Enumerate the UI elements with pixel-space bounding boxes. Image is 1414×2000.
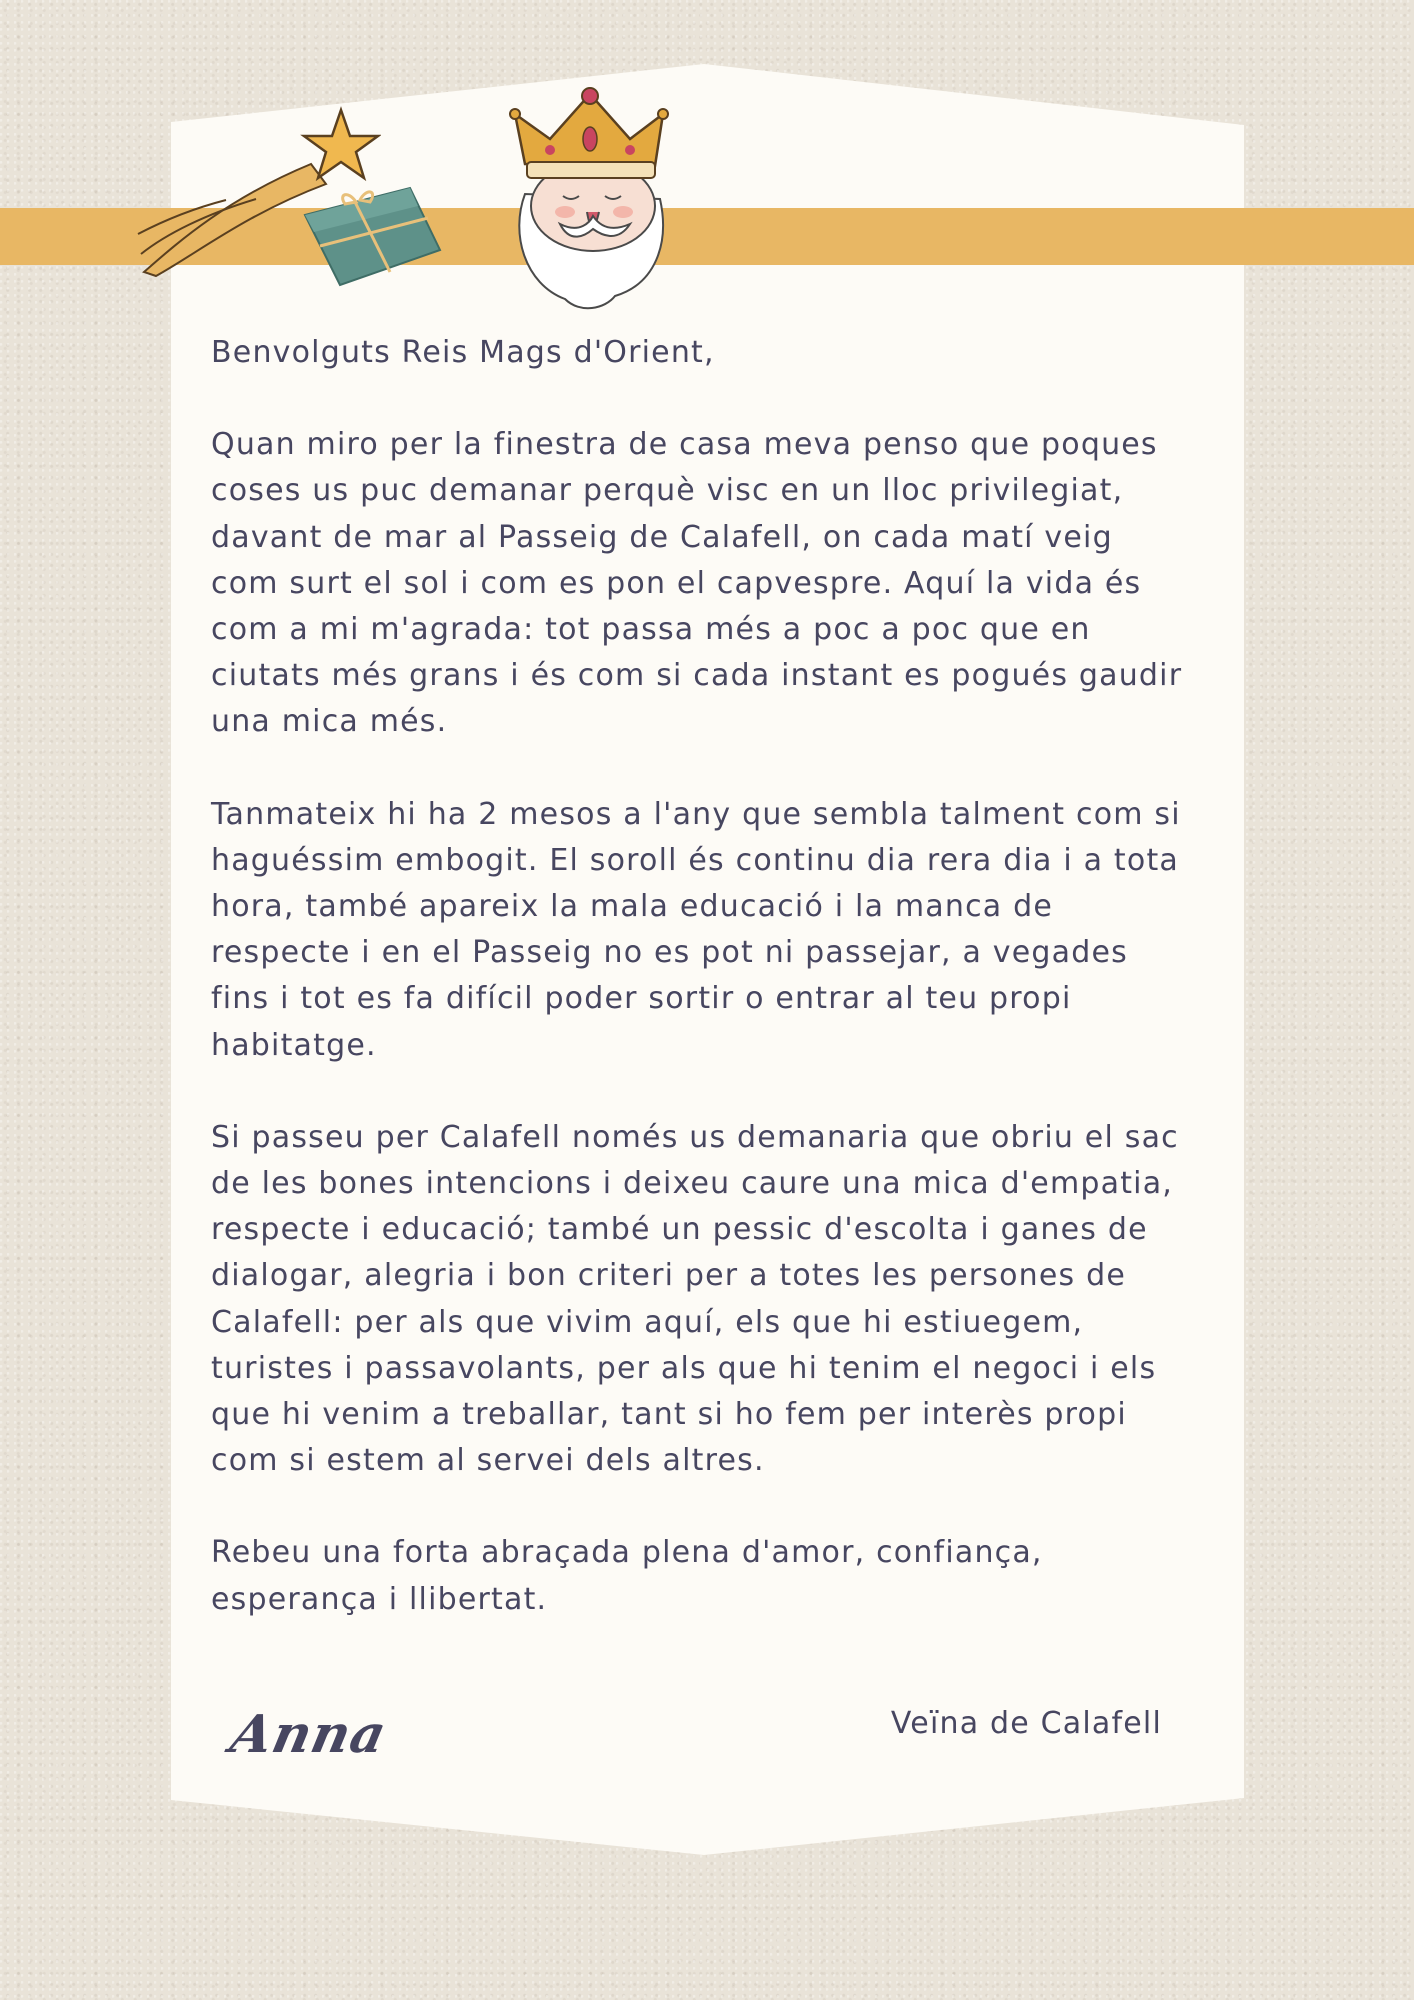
king-icon <box>505 84 675 314</box>
sender-line: Veïna de Calafell <box>890 1706 1162 1741</box>
letter-body <box>211 330 1191 1669</box>
letter-paragraph: Quan miro per la finestra de casa meva penso que poques coses us puc demanar perquè visc en un lloc privilegiat, davant de mar al Passeig de Calafell, on cada matí veig com surt el sol i com es pon el capvespre. Aquí la vida és com a mi m'agrada: tot passa més a poc a poc que en ciutats més grans i és com si cada instant es pogués gaudir una mica més. <box>211 427 1183 740</box>
gift-box-icon <box>300 160 445 290</box>
letter-paragraph: Si passeu per Calafell només us demanaria que obriu el sac de les bones intencions i deixeu caure una mica d'empatia, respecte i educació; també un pessic d'escolta i ganes de dialogar, alegria i bon criteri per a totes les persones de Calafell: per als que vivim aquí, els que hi estiuegem, turistes i passavolants, per als que hi tenim el negoci i els que hi venim a treballar, tant si ho fem per interès propi com si estem al servei dels altres. <box>211 1119 1179 1479</box>
letter-greeting: Benvolguts Reis Mags d'Orient, <box>211 335 715 370</box>
letter-paragraph: Tanmateix hi ha 2 mesos a l'any que sembla talment com si haguéssim embogit. El soroll és continu dia rera dia i a tota hora, també apareix la mala educació i la manca de respecte i en el Passeig no es pot ni passejar, a vegades fins i tot es fa difícil poder sortir o entrar al teu propi habitatge. <box>211 796 1181 1063</box>
signature: Anna <box>225 1704 393 1765</box>
letter-paragraph: Rebeu una forta abraçada plena d'amor, confiança, esperança i llibertat. <box>211 1535 1043 1617</box>
